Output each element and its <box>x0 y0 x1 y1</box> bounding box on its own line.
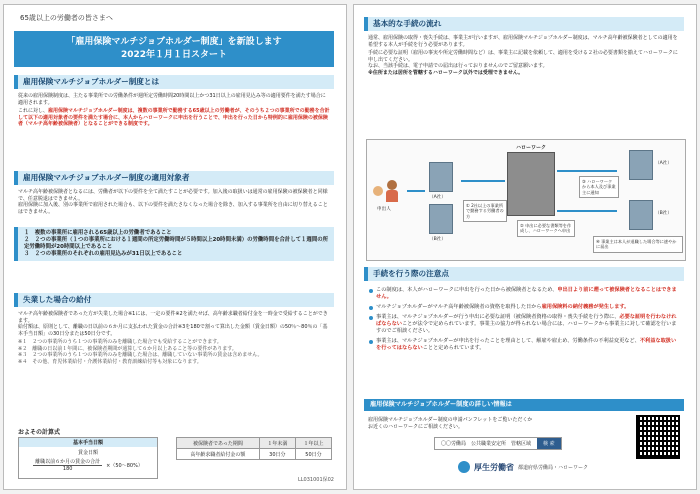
company-a-label: （A社） <box>429 195 446 200</box>
search-box[interactable] <box>434 437 562 450</box>
process-diagram <box>366 139 686 261</box>
left-page <box>3 4 347 490</box>
section-body <box>18 93 330 128</box>
info-text <box>368 417 628 430</box>
section-heading: 手続を行う際の注意点 <box>364 267 684 281</box>
note-text: この制度は、本人がハローワークに申出を行った日から被保険者となるため、 <box>376 287 558 293</box>
formula-box <box>18 437 158 479</box>
note-text: ことと定められています。 <box>422 345 485 351</box>
arrow-icon <box>407 190 425 192</box>
step-2-callout: ② 申出に必要な書類等を作成し、ハローワークへ申出 <box>517 220 575 237</box>
table-cell: 30日分 <box>259 449 295 460</box>
paragraph <box>18 108 330 128</box>
note-text: マルチジョブホルダーがマルチ高年齢被保険者の資格を取得した日から <box>376 304 542 310</box>
applicant-label: 申出人 <box>377 207 391 212</box>
formula-title: 基本手当日額 <box>19 438 157 447</box>
formula-denominator: 180 <box>62 466 73 472</box>
audience-line: 65歳以上の労働者の皆さまへ <box>20 14 113 22</box>
requirement-1: １ 複数の事業所に雇用される65歳以上の労働者であること <box>24 230 172 236</box>
requirement-3: ３ ２つの事業所のそれぞれの雇用見込みが31日以上であること <box>24 251 183 257</box>
table-header: １年未満 <box>259 438 295 449</box>
ministry-name: 厚生労働省 <box>474 462 514 472</box>
paragraph: 手続に必要な証明（雇用の事実や所定労働時間など）は、事業主に記載を依頼して、適用を受ける２社の必要書類を揃えてハローワークに申し出てください。 <box>368 50 678 63</box>
applicant-icon <box>387 180 397 190</box>
paragraph: なお、当該手続は、電子申請での届出は行っておりませんのでご留意願います。 <box>368 63 548 70</box>
applicant-body-icon <box>386 190 398 202</box>
paragraph: 給付額は、原則として、離職の日以前の６か月に支払われた賃金の合計※3を180で割って算出した金額（賃金日額）の50％～80％の「基本手当日額」の30日分または50日分です。 <box>18 324 328 337</box>
requirements-box <box>14 227 334 261</box>
list-item <box>368 304 680 311</box>
arrow-icon <box>557 210 617 212</box>
banner-title: 「雇用保険マルチジョブホルダー制度」を新設します <box>66 37 282 47</box>
company-b-building-icon <box>629 200 653 230</box>
note-emphasis: 不利益な取扱いを行ってはならない <box>376 338 677 351</box>
hellowork-building-icon <box>507 152 555 216</box>
table-cell: 高年齢求職者給付金の額 <box>177 449 260 460</box>
info-heading: 雇用保険マルチジョブホルダー制度の詳しい情報は <box>364 399 684 411</box>
table-row <box>177 449 332 460</box>
paragraph: 従来の雇用保険制度は、主たる事業所での労働条件が週所定労働時間20時間以上かつ31日以上の雇用見込み等の適用要件を満たす場合に適用されます。 <box>18 93 326 106</box>
calc-label: およその計算式 <box>18 429 61 436</box>
section-body <box>18 189 330 215</box>
company-b-building-icon <box>429 204 453 234</box>
table-header: １年以上 <box>295 438 331 449</box>
ministry-logo-icon <box>458 461 470 473</box>
paragraph-note: ※住所または居所を管轄するハローワーク以外では受理できません。 <box>368 69 524 76</box>
table-header: 被保険者であった期間 <box>177 438 260 449</box>
company-a-label: （A社） <box>655 161 672 166</box>
table-row <box>177 438 332 449</box>
paragraph: マルチ高年齢被保険者となるには、労働者が以下の要件を全て満たすことが必要です。加入後の取扱いは通常の雇用保険の被保険者と同様で、任意脱退はできません。 <box>18 189 328 202</box>
paragraph-emphasis: 雇用保険マルチジョブホルダー制度は、複数の事業所で勤務する65歳以上の労働者が、そのうち２つの事業所での勤務を合計して以下の適用対象者の要件を満たす場合に、本人からハローワークに申出を行うことで、申出を行った日から特例的に雇用保険の被保険者（マルチ高年齢被保険者）となることができる制度です。 <box>18 108 330 128</box>
paragraph: 通常、雇用保険の取得・喪失手続は、事業主が行いますが、雇用保険マルチジョブホルダー制度は、マルチ高年齢被保険者としての適用を希望する本人が手続を行う必要があります。 <box>368 35 678 48</box>
search-input[interactable]: 〇〇労働局 公共職業安定所 管轄区域 <box>435 438 537 449</box>
step-3-callout: ③ ハローワークから本人及び事業主に通知 <box>579 176 619 198</box>
note-emphasis: 申出日より前に遡って被保険者となることはできません。 <box>376 287 677 300</box>
list-item <box>368 314 680 335</box>
section-body <box>368 35 680 77</box>
banner-date: 2022年１月１日スタート <box>120 50 228 60</box>
section-heading: 基本的な手続の流れ <box>364 17 684 31</box>
ministry-subtitle: 都道府県労働局・ハローワーク <box>518 464 589 471</box>
document-code: LL031001保02 <box>297 477 334 483</box>
company-b-label: （B社） <box>655 211 672 216</box>
formula-fraction <box>33 458 102 472</box>
note-emphasis: 必要な証明を行わなければならない <box>376 314 677 327</box>
note-emphasis: 雇用保険料の納付義務が発生します。 <box>541 304 630 310</box>
formula-rate: ×（50～80%） <box>106 462 143 469</box>
company-a-building-icon <box>629 150 653 180</box>
ministry-logo <box>458 461 588 473</box>
company-a-building-icon <box>429 162 453 192</box>
note-text: ことが法令で定められています。事業主の協力が得られない場合には、ハローワークから事業主に対して確認を行いますのでご相談ください。 <box>376 321 677 334</box>
arrow-icon <box>557 170 617 172</box>
section-heading: 失業した場合の給付 <box>14 293 334 307</box>
list-item <box>368 287 680 301</box>
footnote: ※３ ２つの事業所のうち１つの事業所のみを離職した場合は、離職していない事業所の賃金は含めません。 <box>18 352 263 359</box>
note-text: 事業主は、マルチジョブホルダーが申出を行ったことを理由として、解雇や雇止め、労働条件の不利益変更など、 <box>376 338 640 344</box>
footnote: ※１ ２つの事業所のうち１つの事業所のみを離職した場合でも受給することができます。 <box>18 339 222 346</box>
info-line: 雇用保険マルチジョブホルダー制度の申請パンフレットをご覧いただくか <box>368 417 533 423</box>
footnote: ※２ 離職の日以前１年間に、被保険者期間が通算して６か月以上あること等の要件があります。 <box>18 345 237 352</box>
formula-expression <box>19 458 157 472</box>
requirement-2: ２ ２つの事業所（１つの事業所における１週間の所定労働時間が５時間以上20時間未満）の労働時間を合計して１週間の所定労働時間が20時間以上であること <box>24 237 328 250</box>
step-4-callout: ④ 事業主は本人が退職した場合等に速やかに届出 <box>593 236 683 253</box>
paragraph: 雇用保険に加入後、別の事業所で雇用された場合も、以下の要件を満たさなくなった場合を除き、加入する事業所を自由に切り替えることはできません。 <box>18 202 328 215</box>
paragraph: マルチ高年齢被保険者であった方が失業した場合※1には、一定の要件※2を満たせば、高年齢求職者給付金を一時金で受給することができます。 <box>18 311 328 324</box>
info-line: お近くのハローワークにご相談ください。 <box>368 423 464 430</box>
table-cell: 50日分 <box>295 449 331 460</box>
section-heading: 雇用保険マルチジョブホルダー制度の適用対象者 <box>14 171 334 185</box>
benefit-table <box>176 437 332 460</box>
note-text: 事業主は、マルチジョブホルダーが行う申出に必要な証明（被保険者資格の取得・喪失手続を行う際に、 <box>376 314 620 320</box>
hellowork-label: ハローワーク <box>515 145 546 151</box>
title-banner <box>14 31 334 67</box>
paragraph-lead: これに対し、 <box>18 108 49 115</box>
right-page <box>353 4 697 490</box>
list-item <box>368 338 680 352</box>
section-heading: 雇用保険マルチジョブホルダー制度とは <box>14 75 334 89</box>
section-body <box>18 311 330 365</box>
company-b-label: （B社） <box>429 237 446 242</box>
notes-list <box>368 287 680 355</box>
search-button[interactable]: 検 索 <box>537 438 561 449</box>
formula-numerator: 離職以前６か月の賃金の合計 <box>35 459 101 465</box>
formula-wage-label: 賃金日額 <box>77 450 98 456</box>
worker-icon <box>373 186 383 196</box>
step-1-callout: ① 2社以上の事業所で勤務する労働者の方 <box>463 200 507 222</box>
footnote: ※４ その他、育児休業給付・介護休業給付・教育訓練給付等も対象になります。 <box>18 358 202 365</box>
arrow-icon <box>461 180 505 182</box>
qr-code-icon <box>636 415 680 459</box>
